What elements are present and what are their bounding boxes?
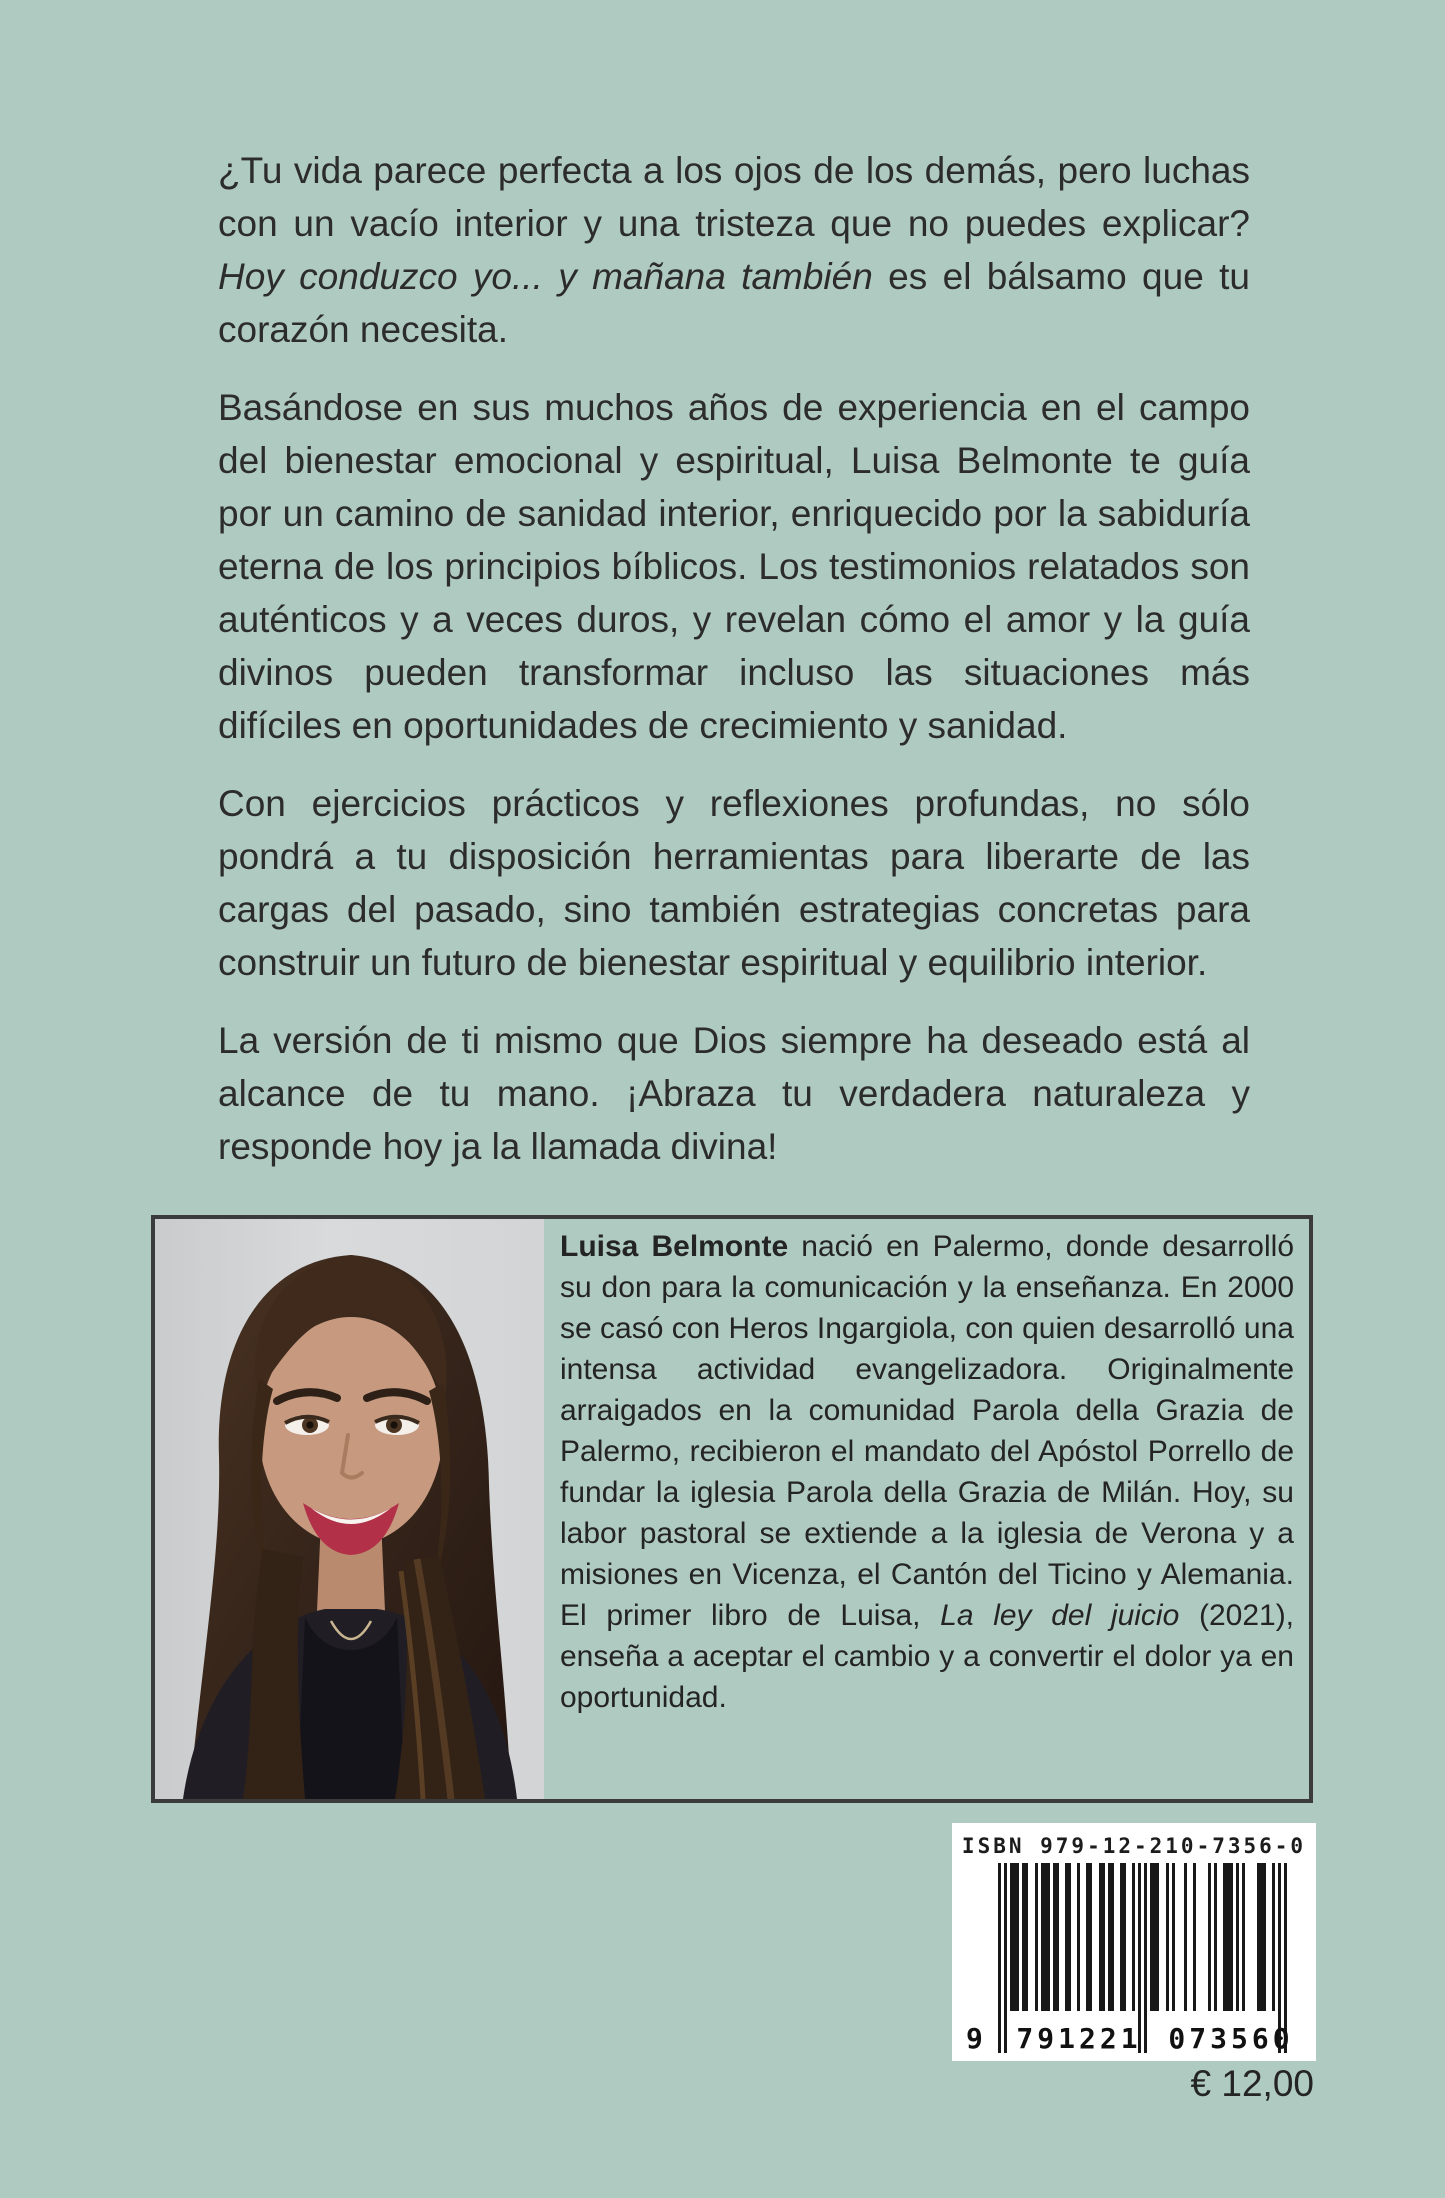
text-segment: ¿Tu vida parece perfecta a los ojos de los demás, pero luchas con un vacío interior y una tristeza que no puedes explicar? <box>218 150 1250 244</box>
text-segment: es el bálsamo que tu corazón necesita. <box>218 256 1250 350</box>
text-segment: Hoy conduzco yo... y mañana también <box>218 256 873 297</box>
synopsis-text-block <box>218 144 1250 1173</box>
author-photo-illustration <box>155 1219 544 1799</box>
barcode-digits-left-group: 791221 <box>1016 2022 1142 2055</box>
synopsis-paragraph-1 <box>218 144 1250 356</box>
synopsis-paragraph-4: La versión de ti mismo que Dios siempre ha deseado está al alcance de tu mano. ¡Abraza tu verdadera naturaleza y responde hoy ja la llamada divina! <box>218 1020 1250 1167</box>
isbn-label: ISBN 979-12-210-7356-0 <box>961 1834 1307 1858</box>
author-bio <box>544 1219 1309 1799</box>
author-box <box>151 1215 1313 1803</box>
text-segment: Luisa Belmonte <box>560 1230 789 1263</box>
synopsis-paragraph-3: Con ejercicios prácticos y reflexiones profundas, no sólo pondrá a tu disposición herramientas para liberarte de las cargas del pasado, sino también estrategias concretas para construir un futuro de bienestar espiritual y equilibrio interior. <box>218 783 1250 983</box>
barcode-digits-right-group: 073560 <box>1168 2022 1294 2055</box>
synopsis-paragraph-2: Basándose en sus muchos años de experiencia en el campo del bienestar emocional y espiritual, Luisa Belmonte te guía por un camino de sanidad interior, enriquecido por la sabiduría eterna de los principios bíblicos. Los testimonios relatados son auténticos y a veces duros, y revelan cómo el amor y la guía divinos pueden transformar incluso las situaciones más difíciles en oportunidades de crecimiento y sanidad. <box>218 387 1250 746</box>
barcode-panel <box>952 1823 1316 2061</box>
text-segment: La ley del juicio <box>940 1599 1180 1632</box>
barcode-digit-lead: 9 <box>966 2022 983 2055</box>
text-segment: nació en Palermo, donde desarrolló su don para la comunicación y la enseñanza. En 2000 se casó con Heros Ingargiola, con quien desarrolló una intensa actividad evangelizadora. Originalmente arraigados en la comunidad Parola della Grazia de Palermo, recibieron el mandato del Apóstol Porrello de fundar la iglesia Parola della Grazia de Milán. Hoy, su labor pastoral se extiende a la iglesia de Verona y a misiones en Vicenza, el Cantón del Ticino y Alemania. El primer libro de Luisa, <box>560 1230 1294 1632</box>
author-photo <box>155 1219 544 1799</box>
text-segment: (2021), enseña a aceptar el cambio y a convertir el dolor ya en oportunidad. <box>560 1599 1295 1714</box>
price-label: € 12,00 <box>1190 2063 1314 2104</box>
